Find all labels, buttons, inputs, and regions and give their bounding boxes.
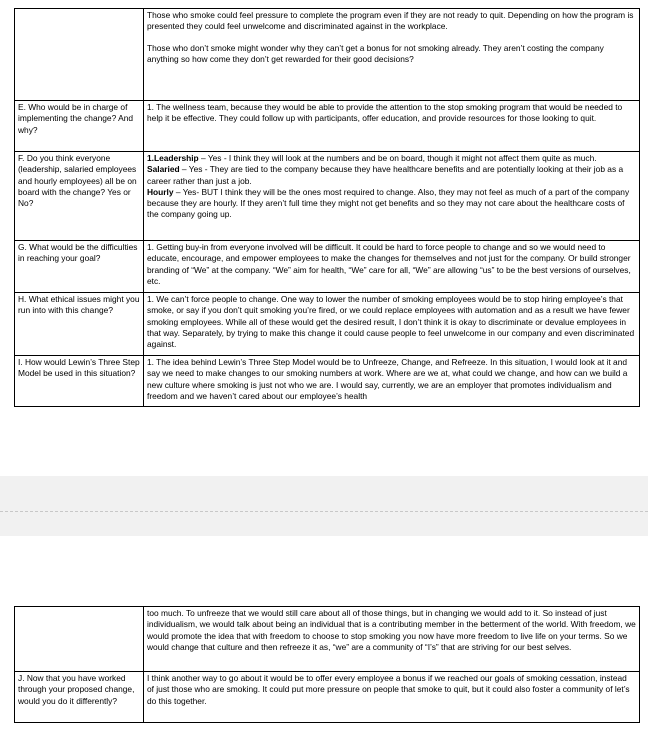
table-row [15,152,640,241]
question-cell: I. How would Lewin’s Three Step Model be used in this situation? [15,356,144,407]
answer-item-text: – Yes- BUT I think they will be the ones most required to change. Also, they may not feel as much of a part of the company because they are hourly. If they aren’t full time they might not get benefits and so they may not care about the healthcare costs of the company going up. [147,186,630,220]
answer-cell: too much. To unfreeze that we would still care about all of those things, but in changing we would add to it. So instead of just individualism, we would talk about being an individual that is a contributing member in the betterment of the world. With freedom, we would promote the idea that with freedom to choose to stop smoking you now have more freedom to live life on your terms. So we would change that culture and then refreeze it as, “we” are a community of “I’s” that are striving for our best selves. [144,607,640,672]
table-row [15,607,640,672]
answer-item-label: 1.Leadership [147,153,199,163]
question-answer-table-page-2 [14,606,640,723]
answer-cell: 1. Getting buy-in from everyone involved will be difficult. It could be hard to force people to change and so we would need to educate, encourage, and empower employees to make the changes for themselves and not just for the company. Or build stronger branding of “We” at the company. “We” aim for health, “We” care for all, “We” are allowing “us” to be the best versions of ourselves, etc. [144,241,640,293]
table-row [15,101,640,152]
table-row [15,9,640,101]
table-row [15,293,640,356]
table-row [15,241,640,293]
page-break-gap [0,476,648,536]
question-cell [15,9,144,101]
answer-cell: I think another way to go about it would be to offer every employee a bonus if we reached our goals of smoking cessation, instead of just those who are smoking. It could put more pressure on people that smoke to quit, but it could also foster a community of let’s do this together. [144,672,640,723]
question-cell: E. Who would be in charge of implementing the change? And why? [15,101,144,152]
table-row [15,356,640,407]
answer-item-label: Hourly [147,186,174,197]
question-answer-table-page-1 [14,8,640,407]
table-row [15,672,640,723]
answer-cell: 1. The wellness team, because they would be able to provide the attention to the stop smoking program that would be needed to help it be effective. They could follow up with participants, offer education, and provide resources for those looking to quit. [144,101,640,152]
answer-cell [144,152,640,241]
answer-cell: 1. The idea behind Lewin’s Three Step Model would be to Unfreeze, Change, and Refreeze. In this situation, I would look at it and say we need to make changes to our smoking numbers at work. Where are we at, what could we change, and how can we build a new culture where smoking is just not who we are. I would say, currently, we are an employer that promotes individualism and freedom and we haven’t cared about our employee’s health [144,356,640,407]
answer-item [147,187,636,221]
page-break-divider [0,511,648,512]
answer-item [147,164,636,187]
answer-cell [144,9,640,101]
question-cell: H. What ethical issues might you run into with this change? [15,293,144,356]
document-page-bottom [0,536,648,733]
answer-paragraph: Those who don’t smoke might wonder why they can’t get a bonus for not smoking already. They aren’t costing the company anything so how come they don’t get rewarded for their good decisions? [147,42,604,64]
question-cell: F. Do you think everyone (leadership, salaried employees and hourly employees) all be on board with the change? Yes or No? [15,152,144,241]
answer-item [147,153,636,164]
question-cell: J. Now that you have worked through your proposed change, would you do it differently? [15,672,144,723]
answer-cell: 1. We can’t force people to change. One way to lower the number of smoking employees would be to stop hiring employee’s that smoke, or say if you don’t quit smoking you’re fired, or we could replace employees with automation and as a result we have fewer smoking employees. While all of these would get the desired result, I don’t think it is okay to discriminate or devalue employees in that way. Separately, by trying to make this change it could cause people to feel unwelcome in our company and even discriminated against. [144,293,640,356]
answer-paragraph: Those who smoke could feel pressure to complete the program even if they are not ready to quit. Depending on how the program is presented they could feel unwelcome and discriminated against in the workplace. [147,10,634,32]
answer-item-label: Salaried [147,164,180,175]
question-cell [15,607,144,672]
question-cell: G. What would be the difficulties in reaching your goal? [15,241,144,293]
answer-item-text: – Yes - I think they will look at the numbers and be on board, though it might not affect them quite as much. [198,153,597,163]
answer-item-text: – Yes - They are tied to the company because they have healthcare benefits and are potentially looking at their job as a career rather than just a job. [147,164,624,186]
